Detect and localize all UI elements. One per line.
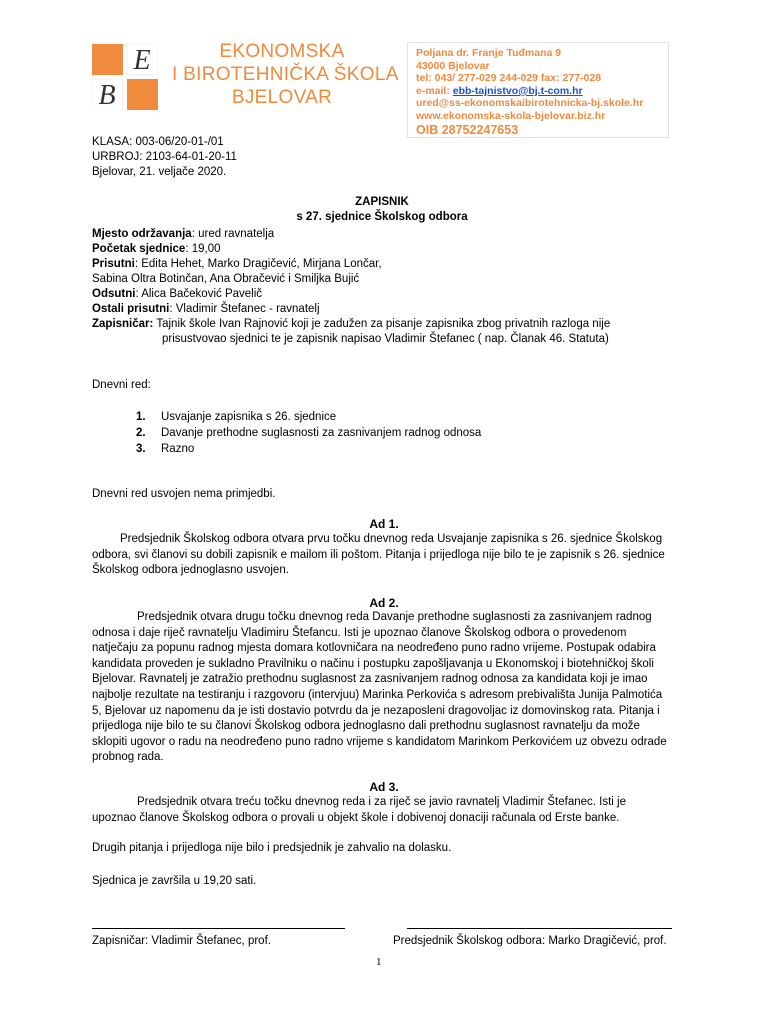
info-start: Početak sjednice: 19,00: [92, 243, 221, 255]
signature-president: Predsjednik Školskog odbora: Marko Dragičević, prof.: [393, 935, 667, 947]
page-number: 1: [376, 956, 382, 968]
closing-other: Drugih pitanja i prijedloga nije bilo i predsjednik je zahvalio na dolasku.: [92, 842, 452, 854]
oib: OIB 28752247653: [416, 122, 519, 137]
ad2-paragraph: Predsjednik otvara drugu točku dnevnog reda Davanje prethodne suglasnosti za zasnivanjem radnog odnosa i daje riječ ravnatelju Vladimiru Štefancu. Isti je upoznao članove Školskog odbora o provedenom natječaju za popunu radnog mjesta domara kotlovničara na neodređeno puno radno vrijeme. Postupak odabira kandidata proveden je sukladno Pravilniku o načinu i postupku zapošljavanja u Ekonomskoj i biotehničkoj školi Bjelovar. Ravnatelj je zatražio prethodnu suglasnost za zasnivanjem radnog odnosa za kandidata koji je imao najbolje rezultate na testiranju i razgovoru (intervjuu) Marinka Perkovića s adresom prebivališta Junija Palmotića 5, Bjelovar uz napomenu da je isti dostavio potvrdu da je nezaposleni dragovoljac iz domovinskog rata. Pitanja i prijedloga nije bilo te su članovi Školskog odbora jednoglasno dali prethodnu suglasnost ravnatelju da može sklopiti ugovor o radu na neodređeno puno radno vrijeme s kandidatom Marinkom Perkovićem uz obvezu odrade probnog rada.: [92, 611, 667, 764]
info-present-cont: Sabina Oltra Botinčan, Ana Obračević i Smiljka Bujić: [92, 273, 360, 285]
klasa: KLASA: 003-06/20-01-/01: [92, 136, 224, 148]
agenda-item: 2. Davanje prethodne suglasnosti za zasnivanjem radnog odnosa: [136, 427, 482, 439]
ad1-paragraph: Predsjednik Školskog odbora otvara prvu točku dnevnog reda Usvajanje zapisnika s 26. sjednice Školskog odbora, svi članovi su dobili zapisnik e mailom ili poštom. Pitanja i prijedloga nije bilo te je zapisnik s 26. sjednice Školskog odbora jednoglasno usvojen.: [92, 533, 665, 577]
email-link-1[interactable]: ebb-tajnistvo@bj.t-com.hr: [452, 84, 583, 97]
agenda-accepted: Dnevni red usvojen nema primjedbi.: [92, 488, 276, 500]
school-logo: [92, 44, 158, 110]
ad3-paragraph: Predsjednik otvara treću točku dnevnog reda i za riječ se javio ravnatelj Vladimir Štefanec. Isti je upoznao članove Školskog odbora o provali u objekt škole i dobivenoj donaciji računala od Erste banke.: [92, 796, 626, 824]
contact-phones: tel: 043/ 277-029 244-029 fax: 277-028: [416, 72, 602, 85]
agenda-item: 3. Razno: [136, 443, 195, 455]
date: Bjelovar, 21. veljače 2020.: [92, 166, 227, 178]
info-present: Prisutni: Edita Hehet, Marko Dragičević, Mirjana Lončar,: [92, 258, 382, 270]
email-label: e-mail:: [416, 84, 453, 97]
agenda-item: 1. Usvajanje zapisnika s 26. sjednice: [136, 411, 337, 423]
email-link-2[interactable]: ured@ss-ekonomskaibirotehnicka-bj.skole.hr: [416, 97, 644, 110]
agenda-heading: Dnevni red:: [92, 379, 151, 391]
info-place: Mjesto održavanja: ured ravnatelja: [92, 228, 275, 240]
school-name-line: EKONOMSKA: [219, 41, 345, 62]
logo-letter-e: E: [133, 45, 151, 76]
ad2-heading: Ad 2.: [369, 596, 399, 610]
school-name: [172, 40, 399, 109]
signature-recorder: Zapisničar: Vladimir Štefanec, prof.: [92, 935, 271, 947]
info-others: Ostali prisutni: Vladimir Štefanec - ravnatelj: [92, 303, 320, 315]
signature-line-right: [407, 928, 672, 929]
ad1-heading: Ad 1.: [369, 517, 399, 531]
signature-line-left: [92, 928, 345, 929]
info-recorder: Zapisničar: Tajnik škole Ivan Rajnović koji je zadužen za pisanje zapisnika zbog privatnih razloga nije: [92, 318, 611, 330]
session-info: [92, 227, 682, 347]
info-absent: Odsutni: Alica Bačeković Pavelič: [92, 288, 263, 300]
document-subtitle: s 27. sjednice Školskog odbora: [296, 211, 468, 223]
ad3-heading: Ad 3.: [369, 780, 399, 794]
contact-box: [407, 42, 669, 138]
document-meta: [92, 135, 237, 180]
contact-address: Poljana dr. Franje Tuđmana 9: [416, 47, 562, 59]
website-link[interactable]: www.ekonomska-skola-bjelovar.biz.hr: [416, 109, 606, 122]
contact-email-row: [416, 85, 668, 98]
school-name-line: I BIROTEHNIČKA ŠKOLA: [172, 64, 399, 85]
urbroj: URBROJ: 2103-64-01-20-11: [92, 151, 237, 163]
agenda-list: [136, 409, 481, 457]
school-name-line: BJELOVAR: [231, 87, 333, 108]
closing-ended: Sjednica je završila u 19,20 sati.: [92, 875, 257, 887]
info-recorder-cont: prisustvovao sjednici te je zapisnik napisao Vladimir Štefanec ( nap. Članak 46. Statuta): [162, 333, 609, 345]
logo-letter-b: B: [98, 80, 116, 110]
contact-city: 43000 Bjelovar: [416, 59, 490, 72]
document-title: ZAPISNIK: [355, 196, 409, 208]
